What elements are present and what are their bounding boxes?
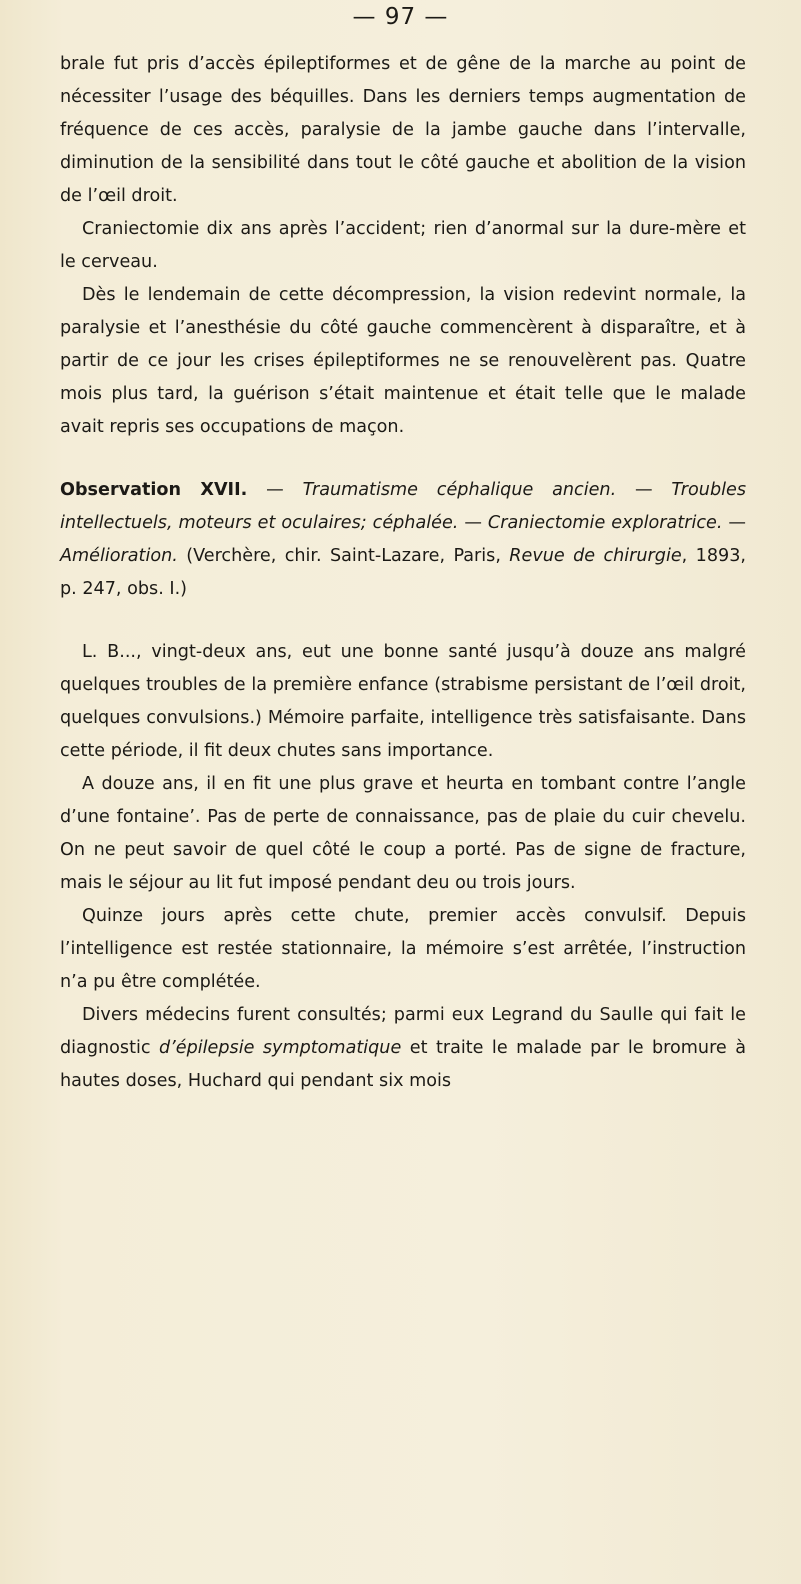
observation-label: Observation XVII. (60, 480, 248, 500)
dash: — (247, 480, 303, 500)
paragraph: Dès le lendemain de cette décompression, la vision redevint normale, la paralysie et l’anesthésie du côté gauche commencèrent à disparaître, et à partir de ce jour les crises épileptiformes ne se renouvelèrent pas. Quatre mois plus tard, la guérison s’était maintenue et était telle que le malade avait repris ses occupations de maçon. (60, 285, 746, 437)
observation-title: Traumatisme céphalique ancien. (302, 480, 617, 500)
observation-title: Troubles intellectuels, moteurs et oculaires; céphalée. (60, 480, 746, 533)
dash: — (616, 480, 672, 500)
dash: — (458, 513, 488, 533)
section-gap (60, 444, 746, 474)
dash: — (722, 513, 747, 533)
section-gap (60, 606, 746, 636)
paragraph: L. B..., vingt-deux ans, eut une bonne santé jusqu’à douze ans malgré quelques troubles de la première enfance (strabisme persistant de l’œil droit, quelques convulsions.) Mémoire parfaite, intelligence très satisfaisante. Dans cette période, il fit deux chutes sans importance. (60, 642, 746, 761)
observation-title: Amélioration. (60, 546, 178, 566)
paragraph-text: et traite le malade par le bromure à hautes doses, Huchard qui pendant six mois (60, 1038, 746, 1091)
diagnosis-term: d’épilepsie symptomatique (159, 1038, 402, 1058)
paragraph: brale fut pris d’accès épileptiformes et de gêne de la marche au point de nécessiter l’usage des béquilles. Dans les derniers temps augmentation de fréquence de ces accès, paralysie de la jambe gauche dans l’intervalle, diminution de la sensibilité dans tout le côté gauche et abolition de la vision de l’œil droit. (60, 54, 746, 206)
reference-text: , 1893, p. 247, obs. I.) (60, 546, 746, 599)
journal-title: Revue de chirurgie (509, 546, 682, 566)
page-body (60, 48, 746, 1098)
observation-title: Craniectomie exploratrice. (487, 513, 723, 533)
paragraph-text: Divers médecins furent consultés; parmi eux Legrand du Saulle qui fait le diagnostic (60, 1005, 746, 1058)
paragraph: A douze ans, il en fit une plus grave et heurta en tombant contre l’angle d’une fontaine’. Pas de perte de connaissance, pas de plaie du cuir chevelu. On ne peut savoir de quel côté le coup a porté. Pas de signe de fracture, mais le séjour au lit fut imposé pendant deu ou trois jours. (60, 774, 746, 893)
observation-heading (60, 474, 746, 606)
paragraph: Quinze jours après cette chute, premier accès convulsif. Depuis l’intelligence est restée stationnaire, la mémoire s’est arrêtée, l’instruction n’a pu être complétée. (60, 906, 746, 992)
page-number: — 97 — (352, 4, 449, 30)
reference-text: (Verchère, chir. Saint-Lazare, Paris, (177, 546, 510, 566)
paragraph: Craniectomie dix ans après l’accident; rien d’anormal sur la dure-mère et le cerveau. (60, 219, 746, 272)
paragraph (60, 999, 746, 1098)
